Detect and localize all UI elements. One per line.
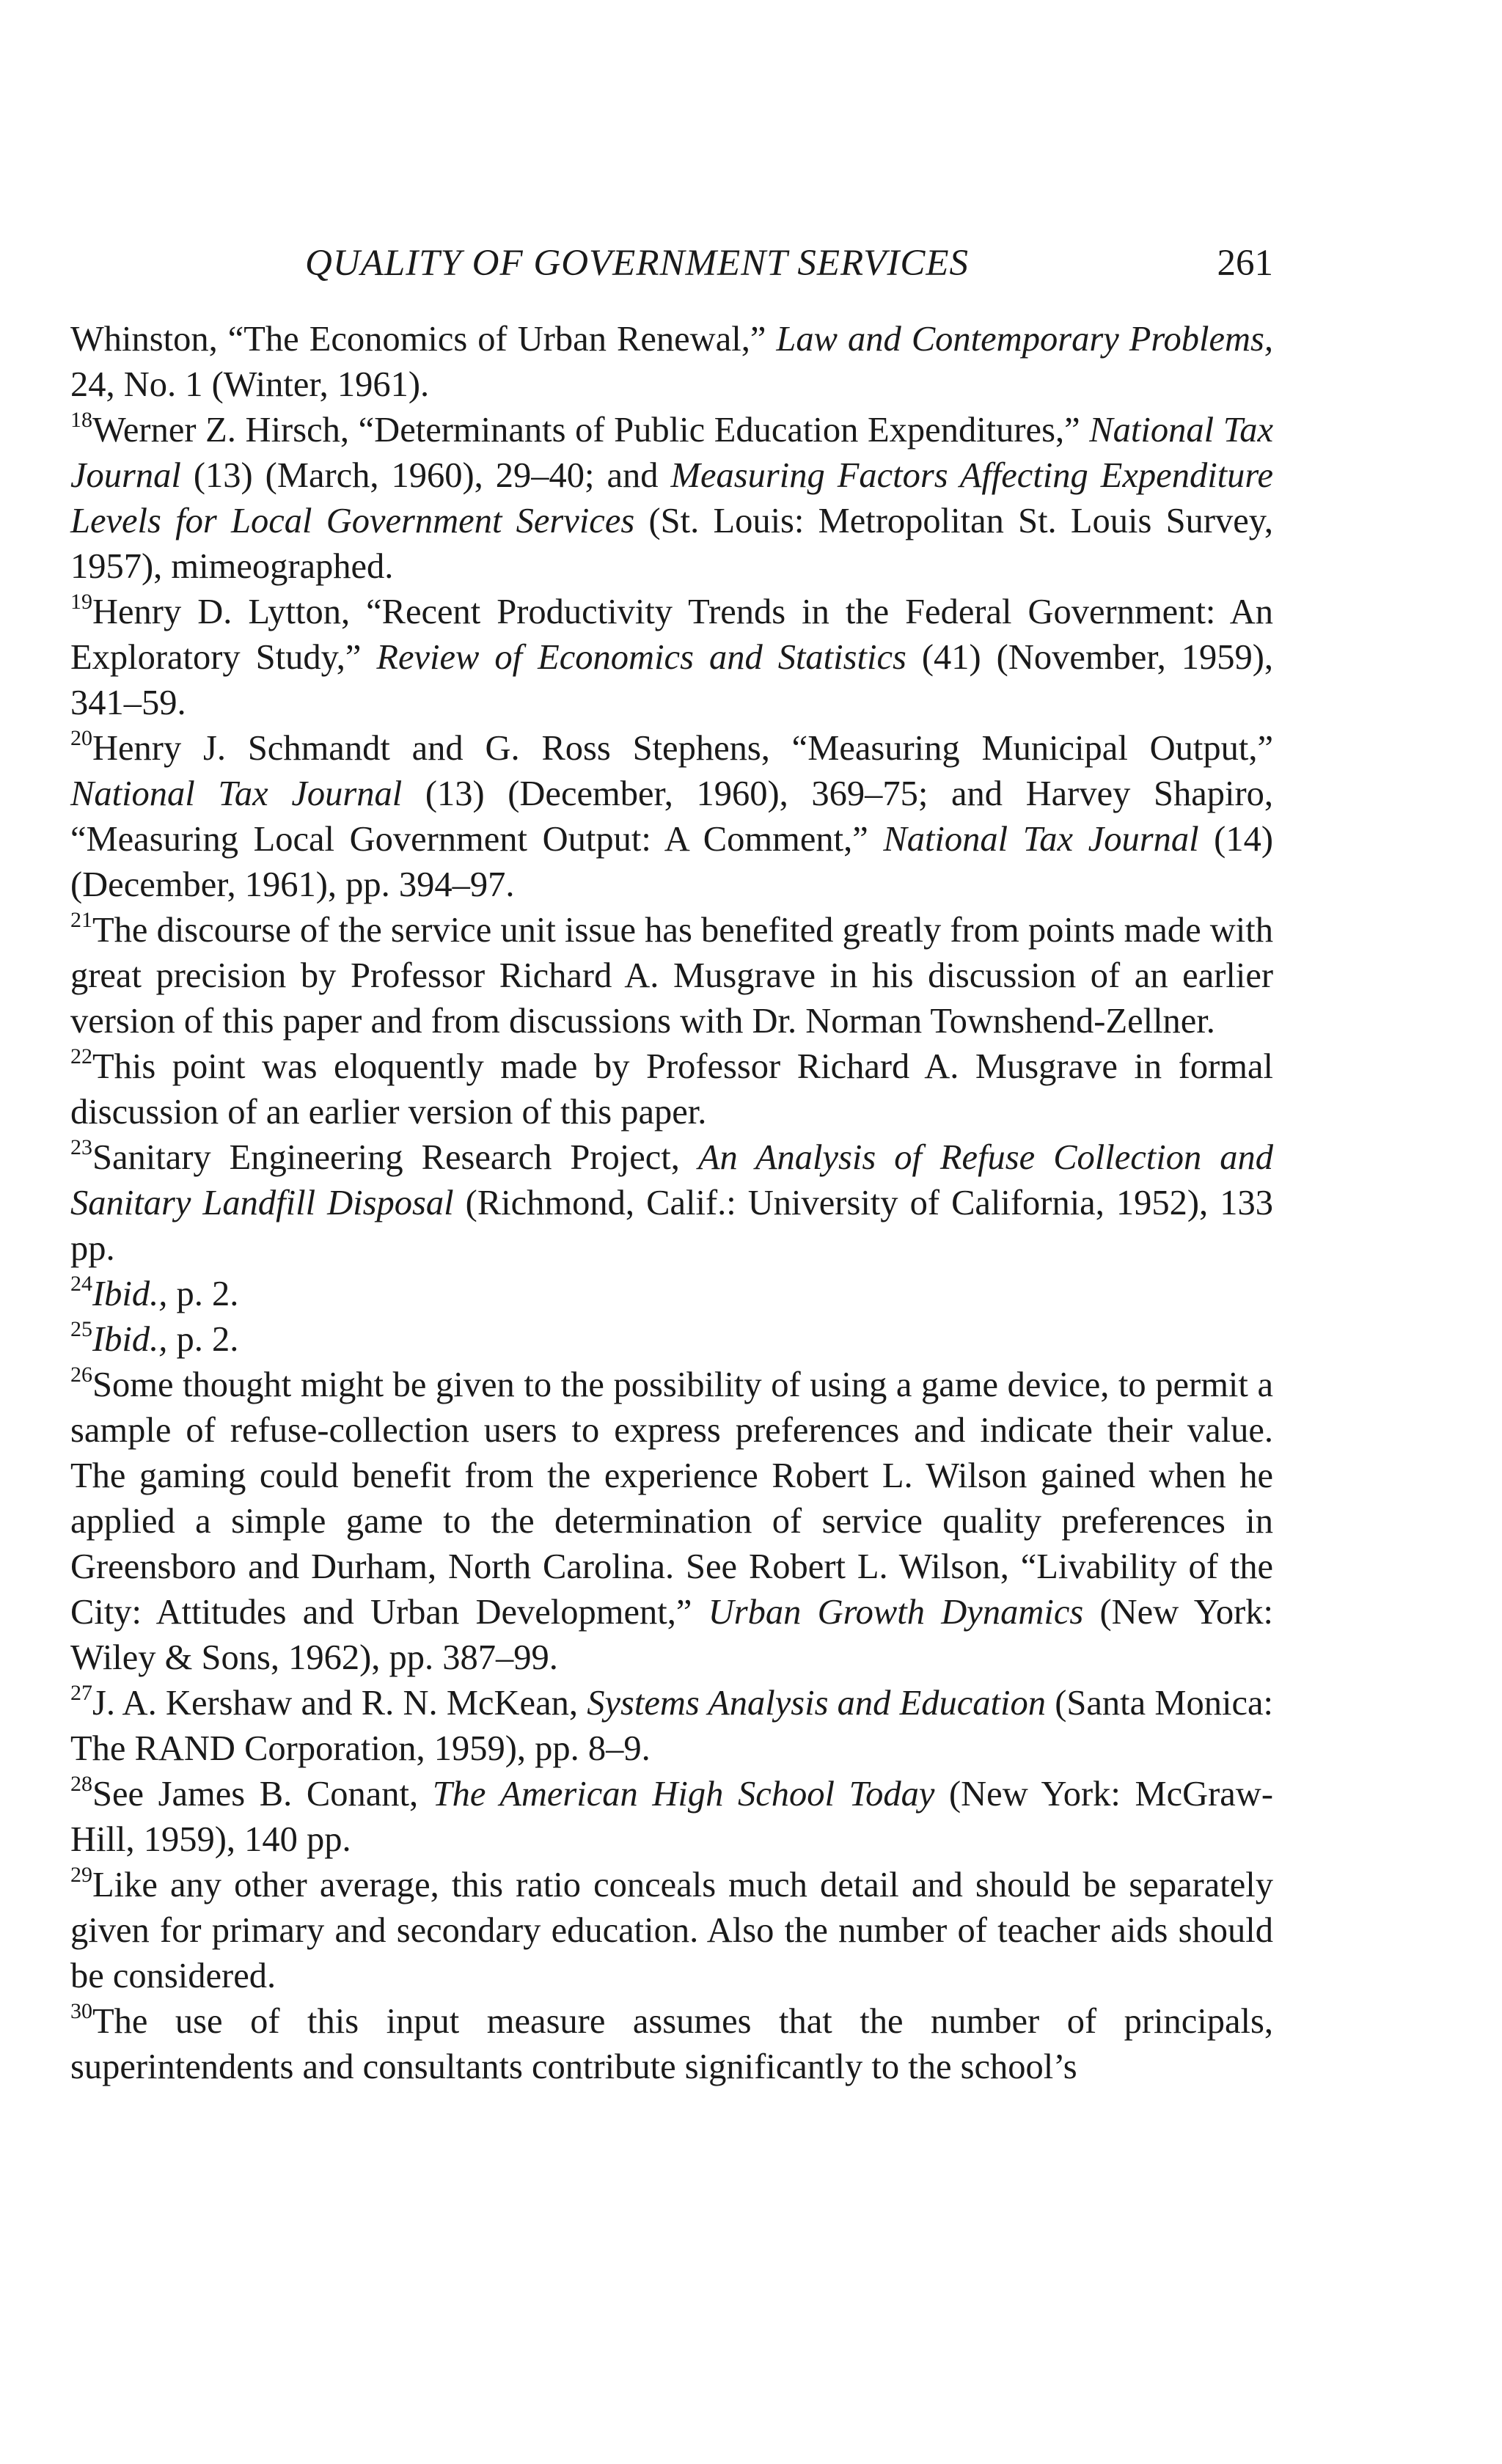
footnote-number: 30 xyxy=(70,1999,92,2023)
footnote-italic-text: Law and Contemporary Problems, xyxy=(776,320,1274,359)
footnote-text: (41) (November, 1959), 341–59. xyxy=(70,638,1273,722)
footnote-italic-text: Ibid., xyxy=(92,1320,168,1359)
footnote-text: (New York: Wiley & Sons, 1962), pp. 387–99. xyxy=(70,1593,1273,1677)
footnote-text: (New York: McGraw-Hill, 1959), 140 pp. xyxy=(70,1775,1273,1859)
footnote xyxy=(70,1772,1273,1863)
footnote xyxy=(70,726,1273,908)
footnote-italic-text: Systems Analysis and Education xyxy=(587,1684,1047,1723)
footnote-number: 28 xyxy=(70,1772,92,1796)
footnote-number: 27 xyxy=(70,1681,92,1705)
footnote-text: 24, No. 1 (Winter, 1961). xyxy=(70,365,430,404)
footnote xyxy=(70,1135,1273,1272)
footnote-number: 26 xyxy=(70,1363,92,1387)
footnote-text: Henry J. Schmandt and G. Ross Stephens, “Measuring Municipal Output,” xyxy=(92,729,1273,768)
footnote xyxy=(70,908,1273,1044)
footnote-italic-text: National Tax Journal xyxy=(70,411,1273,495)
footnote-text: This point was eloquently made by Professor Richard A. Musgrave in formal discussion of an earlier version of this paper. xyxy=(70,1047,1273,1132)
footnote xyxy=(70,590,1273,726)
footnote xyxy=(70,1863,1273,1999)
footnote-text: Like any other average, this ratio conceals much detail and should be separately given for primary and secondary education. Also the number of teacher aids should be considered. xyxy=(70,1866,1273,1995)
footnote-number: 20 xyxy=(70,726,92,750)
footnote-number: 23 xyxy=(70,1135,92,1159)
footnote-number: 29 xyxy=(70,1863,92,1887)
footnote-text: J. A. Kershaw and R. N. McKean, xyxy=(92,1684,587,1723)
footnote xyxy=(70,1999,1273,2090)
footnote-number: 19 xyxy=(70,590,92,614)
footnote-text: Some thought might be given to the possibility of using a game device, to permit a sample of refuse-collection users to express preferences and indicate their value. The gaming could benefit from the experience Robert L. Wilson gained when he applied a simple game to the determination of service quality preferences in Greensboro and Durham, North Carolina. See Robert L. Wilson, “Livability of the City: Attitudes and Urban Development,” xyxy=(70,1365,1273,1632)
footnote-number: 25 xyxy=(70,1317,92,1341)
footnote-text: p. 2. xyxy=(167,1320,239,1359)
footnote-text: (Richmond, Calif.: University of California, 1952), 133 pp. xyxy=(70,1184,1274,1268)
footnote xyxy=(70,1317,1273,1363)
footnote-italic-text: The American High School Today xyxy=(432,1775,935,1814)
footnote-text: Sanitary Engineering Research Project, xyxy=(92,1138,698,1177)
footnote-italic-text: Review of Economics and Statistics xyxy=(376,638,906,677)
footnote-number: 24 xyxy=(70,1272,92,1296)
page-number: 261 xyxy=(1217,243,1273,284)
footnote-text: (13) (March, 1960), 29–40; and xyxy=(180,456,671,495)
footnote-text: Henry D. Lytton, “Recent Productivity Trends in the Federal Government: An Exploratory Study,” xyxy=(70,593,1273,677)
footnote-italic-text: Measuring Factors Affecting Expenditure Levels for Local Government Services xyxy=(70,456,1273,540)
footnote-number: 18 xyxy=(70,408,92,432)
footnote-text: The discourse of the service unit issue has benefited greatly from points made with great precision by Professor Richard A. Musgrave in his discussion of an earlier version of this paper and from discussions with Dr. Norman Townshend-Zellner. xyxy=(70,911,1273,1041)
footnote-italic-text: An Analysis of Refuse Collection and Sanitary Landfill Disposal xyxy=(70,1138,1274,1222)
footnote-number: 22 xyxy=(70,1044,92,1068)
footnote xyxy=(70,1363,1273,1681)
document-page xyxy=(70,242,1273,2090)
footnote-text: (14) (December, 1961), pp. 394–97. xyxy=(70,820,1273,904)
footnote xyxy=(70,1044,1273,1135)
footnote-text: See James B. Conant, xyxy=(92,1775,433,1814)
footnote xyxy=(70,408,1273,590)
footnote-italic-text: National Tax Journal xyxy=(70,774,403,813)
running-head xyxy=(70,242,1273,301)
footnote-text: (Santa Monica: The RAND Corporation, 1959), pp. 8–9. xyxy=(70,1684,1273,1768)
footnote xyxy=(70,317,1273,408)
footnote xyxy=(70,1272,1273,1317)
footnote-text: p. 2. xyxy=(167,1275,239,1313)
footnote xyxy=(70,1681,1273,1772)
footnote-italic-text: Ibid., xyxy=(92,1275,168,1313)
footnote-text: Whinston, “The Economics of Urban Renewal,” xyxy=(70,320,777,359)
footnotes xyxy=(70,317,1273,2090)
footnote-italic-text: Urban Growth Dynamics xyxy=(708,1593,1084,1632)
footnote-text: The use of this input measure assumes that the number of principals, superintendents and consultants contribute significantly to the school’s xyxy=(70,2002,1273,2086)
footnote-text: (St. Louis: Metropolitan St. Louis Survey, 1957), mimeographed. xyxy=(70,502,1274,586)
footnote-text: Werner Z. Hirsch, “Determinants of Public Education Expenditures,” xyxy=(92,411,1090,450)
footnote-text: (13) (December, 1960), 369–75; and Harvey Shapiro, “Measuring Local Government Output: A Comment,” xyxy=(70,774,1273,859)
footnote-italic-text: National Tax Journal xyxy=(883,820,1199,859)
running-title: QUALITY OF GOVERNMENT SERVICES xyxy=(305,243,970,284)
footnote-number: 21 xyxy=(70,908,92,932)
